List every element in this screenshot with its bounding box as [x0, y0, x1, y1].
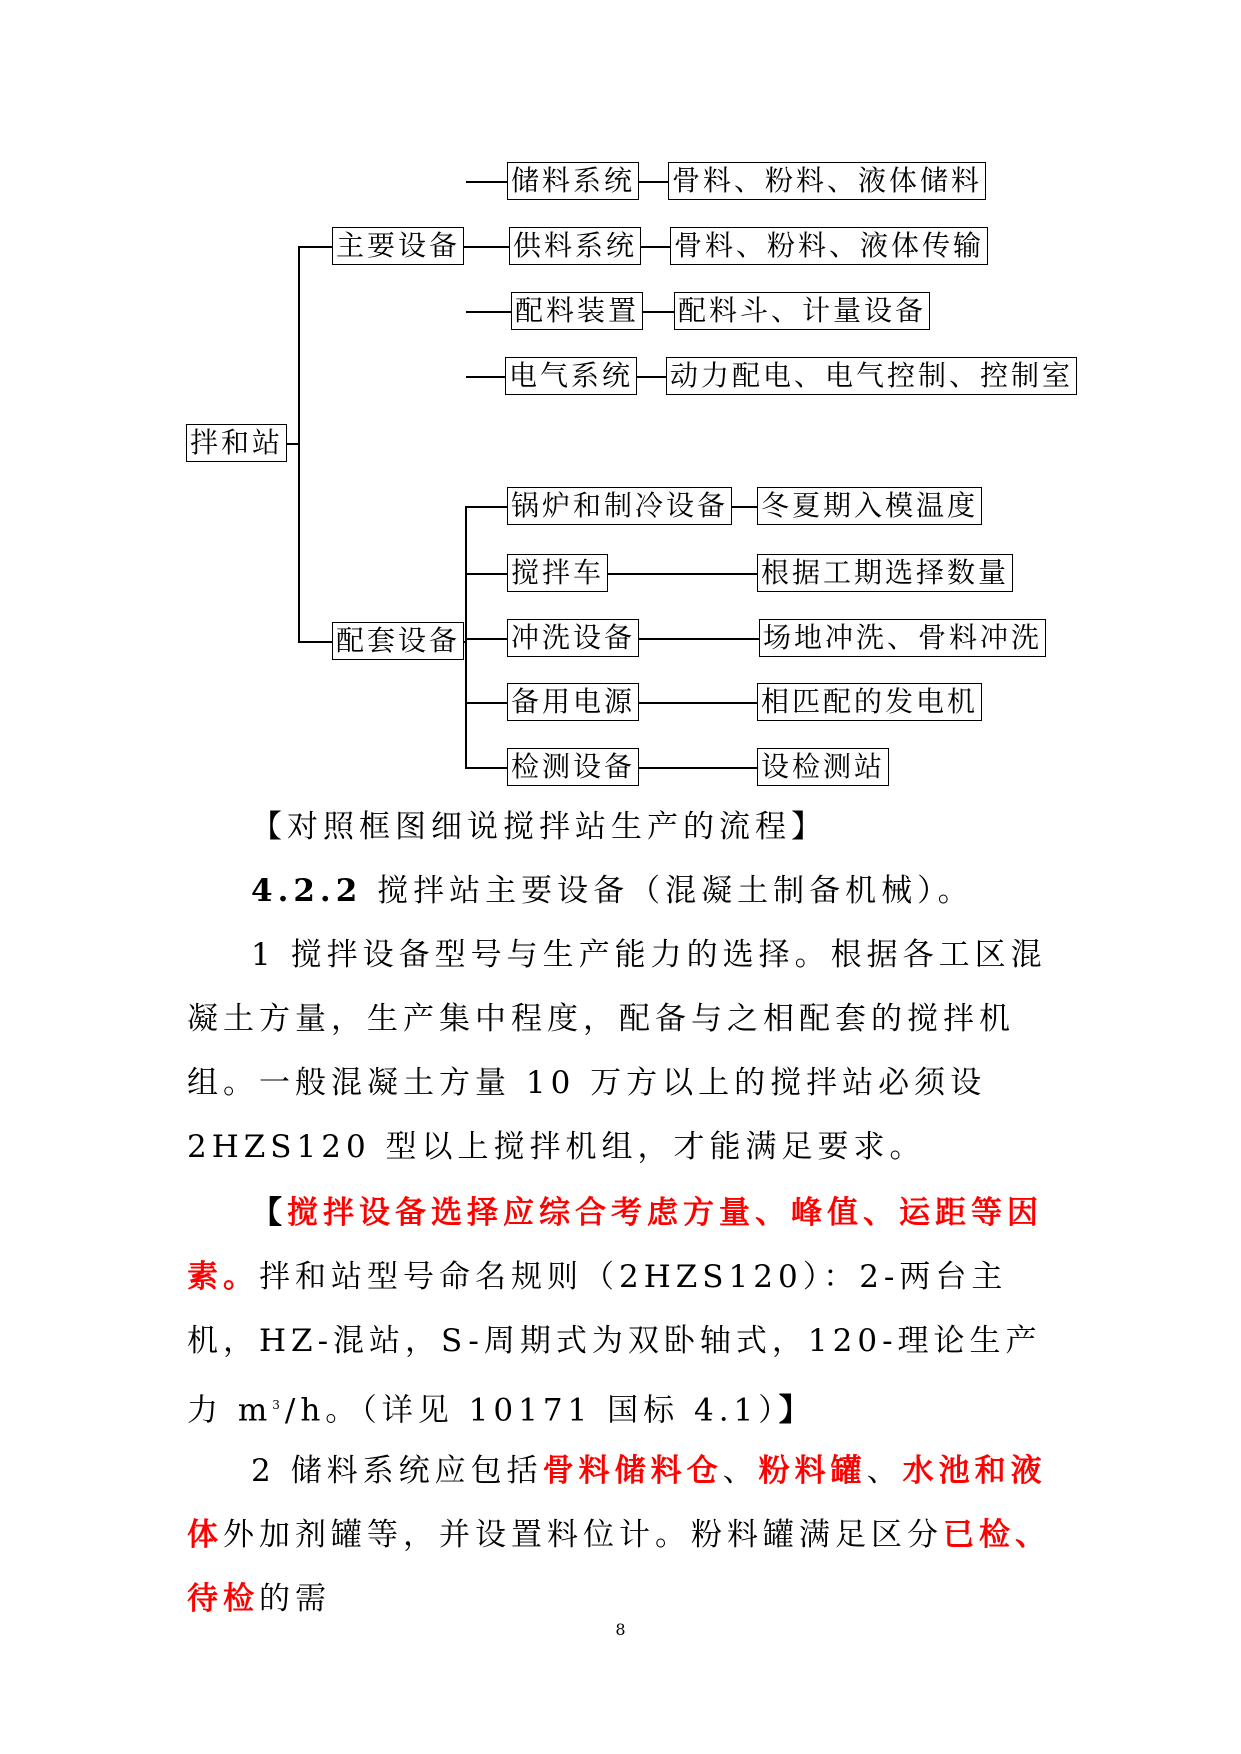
- support-trunk-line: [465, 506, 467, 768]
- p2-text-e: 的需: [259, 1581, 331, 1617]
- root-box: 拌和站: [186, 424, 287, 462]
- section-number: 4.2.2: [251, 873, 363, 909]
- support-branch-line: [298, 641, 332, 643]
- p2-text-a: 2 储料系统应包括: [251, 1453, 543, 1489]
- highlight-selection-factors: 搅拌设备选择应综合考虑方量、峰值、运距等因素。: [187, 1195, 1043, 1295]
- support-item-line-5: [465, 767, 507, 769]
- main-desc-box-1: 骨料、粉料、液体储料: [668, 162, 986, 200]
- main-desc-box-3: 配料斗、计量设备: [674, 292, 930, 330]
- main-group-box: 主要设备: [332, 227, 464, 265]
- main-item-box-4: 电气系统: [505, 357, 637, 395]
- support-desc-box-4: 相匹配的发电机: [757, 683, 982, 721]
- section-heading: [187, 859, 1057, 923]
- paragraph-2: [187, 1439, 1057, 1631]
- main-item-line-4: [466, 376, 507, 378]
- highlight-aggregate-bin: 骨料储料仓: [542, 1453, 723, 1489]
- support-group-box: 配套设备: [332, 622, 464, 660]
- main-desc-box-4: 动力配电、电气控制、控制室: [666, 357, 1077, 395]
- p2-text-c: 、: [866, 1453, 903, 1489]
- p2-text-b: 、: [722, 1453, 759, 1489]
- support-desc-box-5: 设检测站: [757, 748, 889, 786]
- bracket-close: 】: [778, 1392, 815, 1429]
- support-item-box-1: 锅炉和制冷设备: [507, 487, 732, 525]
- naming-rule-text: 拌和站型号命名规则（2HZS120）：2-两台主机，HZ-混站，S-周期式为双卧轴式，120-理论生产力 m: [187, 1259, 1042, 1429]
- highlight-powder-tank: 粉料罐: [758, 1453, 867, 1489]
- support-desc-box-1: 冬夏期入模温度: [757, 487, 982, 525]
- support-item-box-3: 冲洗设备: [507, 619, 639, 657]
- main-item-line-1: [466, 181, 507, 183]
- support-desc-box-3: 场地冲洗、骨料冲洗: [759, 619, 1046, 657]
- main-item-box-1: 储料系统: [507, 162, 639, 200]
- paragraph-note-2: [187, 1181, 1057, 1442]
- support-desc-box-2: 根据工期选择数量: [757, 554, 1013, 592]
- bracket-open: 【: [251, 1195, 287, 1231]
- paragraph-1: 1 搅拌设备型号与生产能力的选择。根据各工区混凝土方量，生产集中程度，配备与之相配套的搅拌机组。一般混凝土方量 10 万方以上的搅拌站必须设 2HZS120 型以上搅拌机组，才能满足要求。: [187, 937, 1047, 1165]
- support-item-box-2: 搅拌车: [507, 554, 608, 592]
- main-item-box-2: 供料系统: [509, 227, 641, 265]
- main-item-box-3: 配料装置: [511, 292, 643, 330]
- highlight-checked: 已检、待检: [187, 1517, 1051, 1617]
- main-item-line-3: [466, 311, 511, 313]
- flow-note: 【对照框图细说搅拌站生产的流程】: [251, 809, 827, 845]
- superscript-3: 3: [272, 1398, 285, 1412]
- main-branch-line: [298, 246, 332, 248]
- support-item-box-5: 检测设备: [507, 748, 639, 786]
- support-desc-line-4: [626, 702, 758, 704]
- support-item-box-4: 备用电源: [507, 683, 639, 721]
- highlight-water-liquid: 水池和液体: [187, 1453, 1047, 1553]
- support-desc-line-3: [628, 638, 760, 640]
- support-item-line-3: [465, 638, 507, 640]
- page-number: 8: [615, 1620, 626, 1639]
- section-title: 搅拌站主要设备（混凝土制备机械）。: [362, 873, 974, 909]
- support-desc-line-5: [628, 767, 758, 769]
- support-item-line-2: [465, 573, 507, 575]
- support-item-line-4: [465, 702, 507, 704]
- main-desc-box-2: 骨料、粉料、液体传输: [670, 227, 988, 265]
- naming-rule-text-end: /h。（详见 10171 国标 4.1）: [284, 1392, 779, 1429]
- support-desc-line-2: [596, 573, 758, 575]
- support-item-line-1: [465, 506, 507, 508]
- p2-text-d: 外加剂罐等，并设置料位计。粉料罐满足区分: [223, 1517, 943, 1553]
